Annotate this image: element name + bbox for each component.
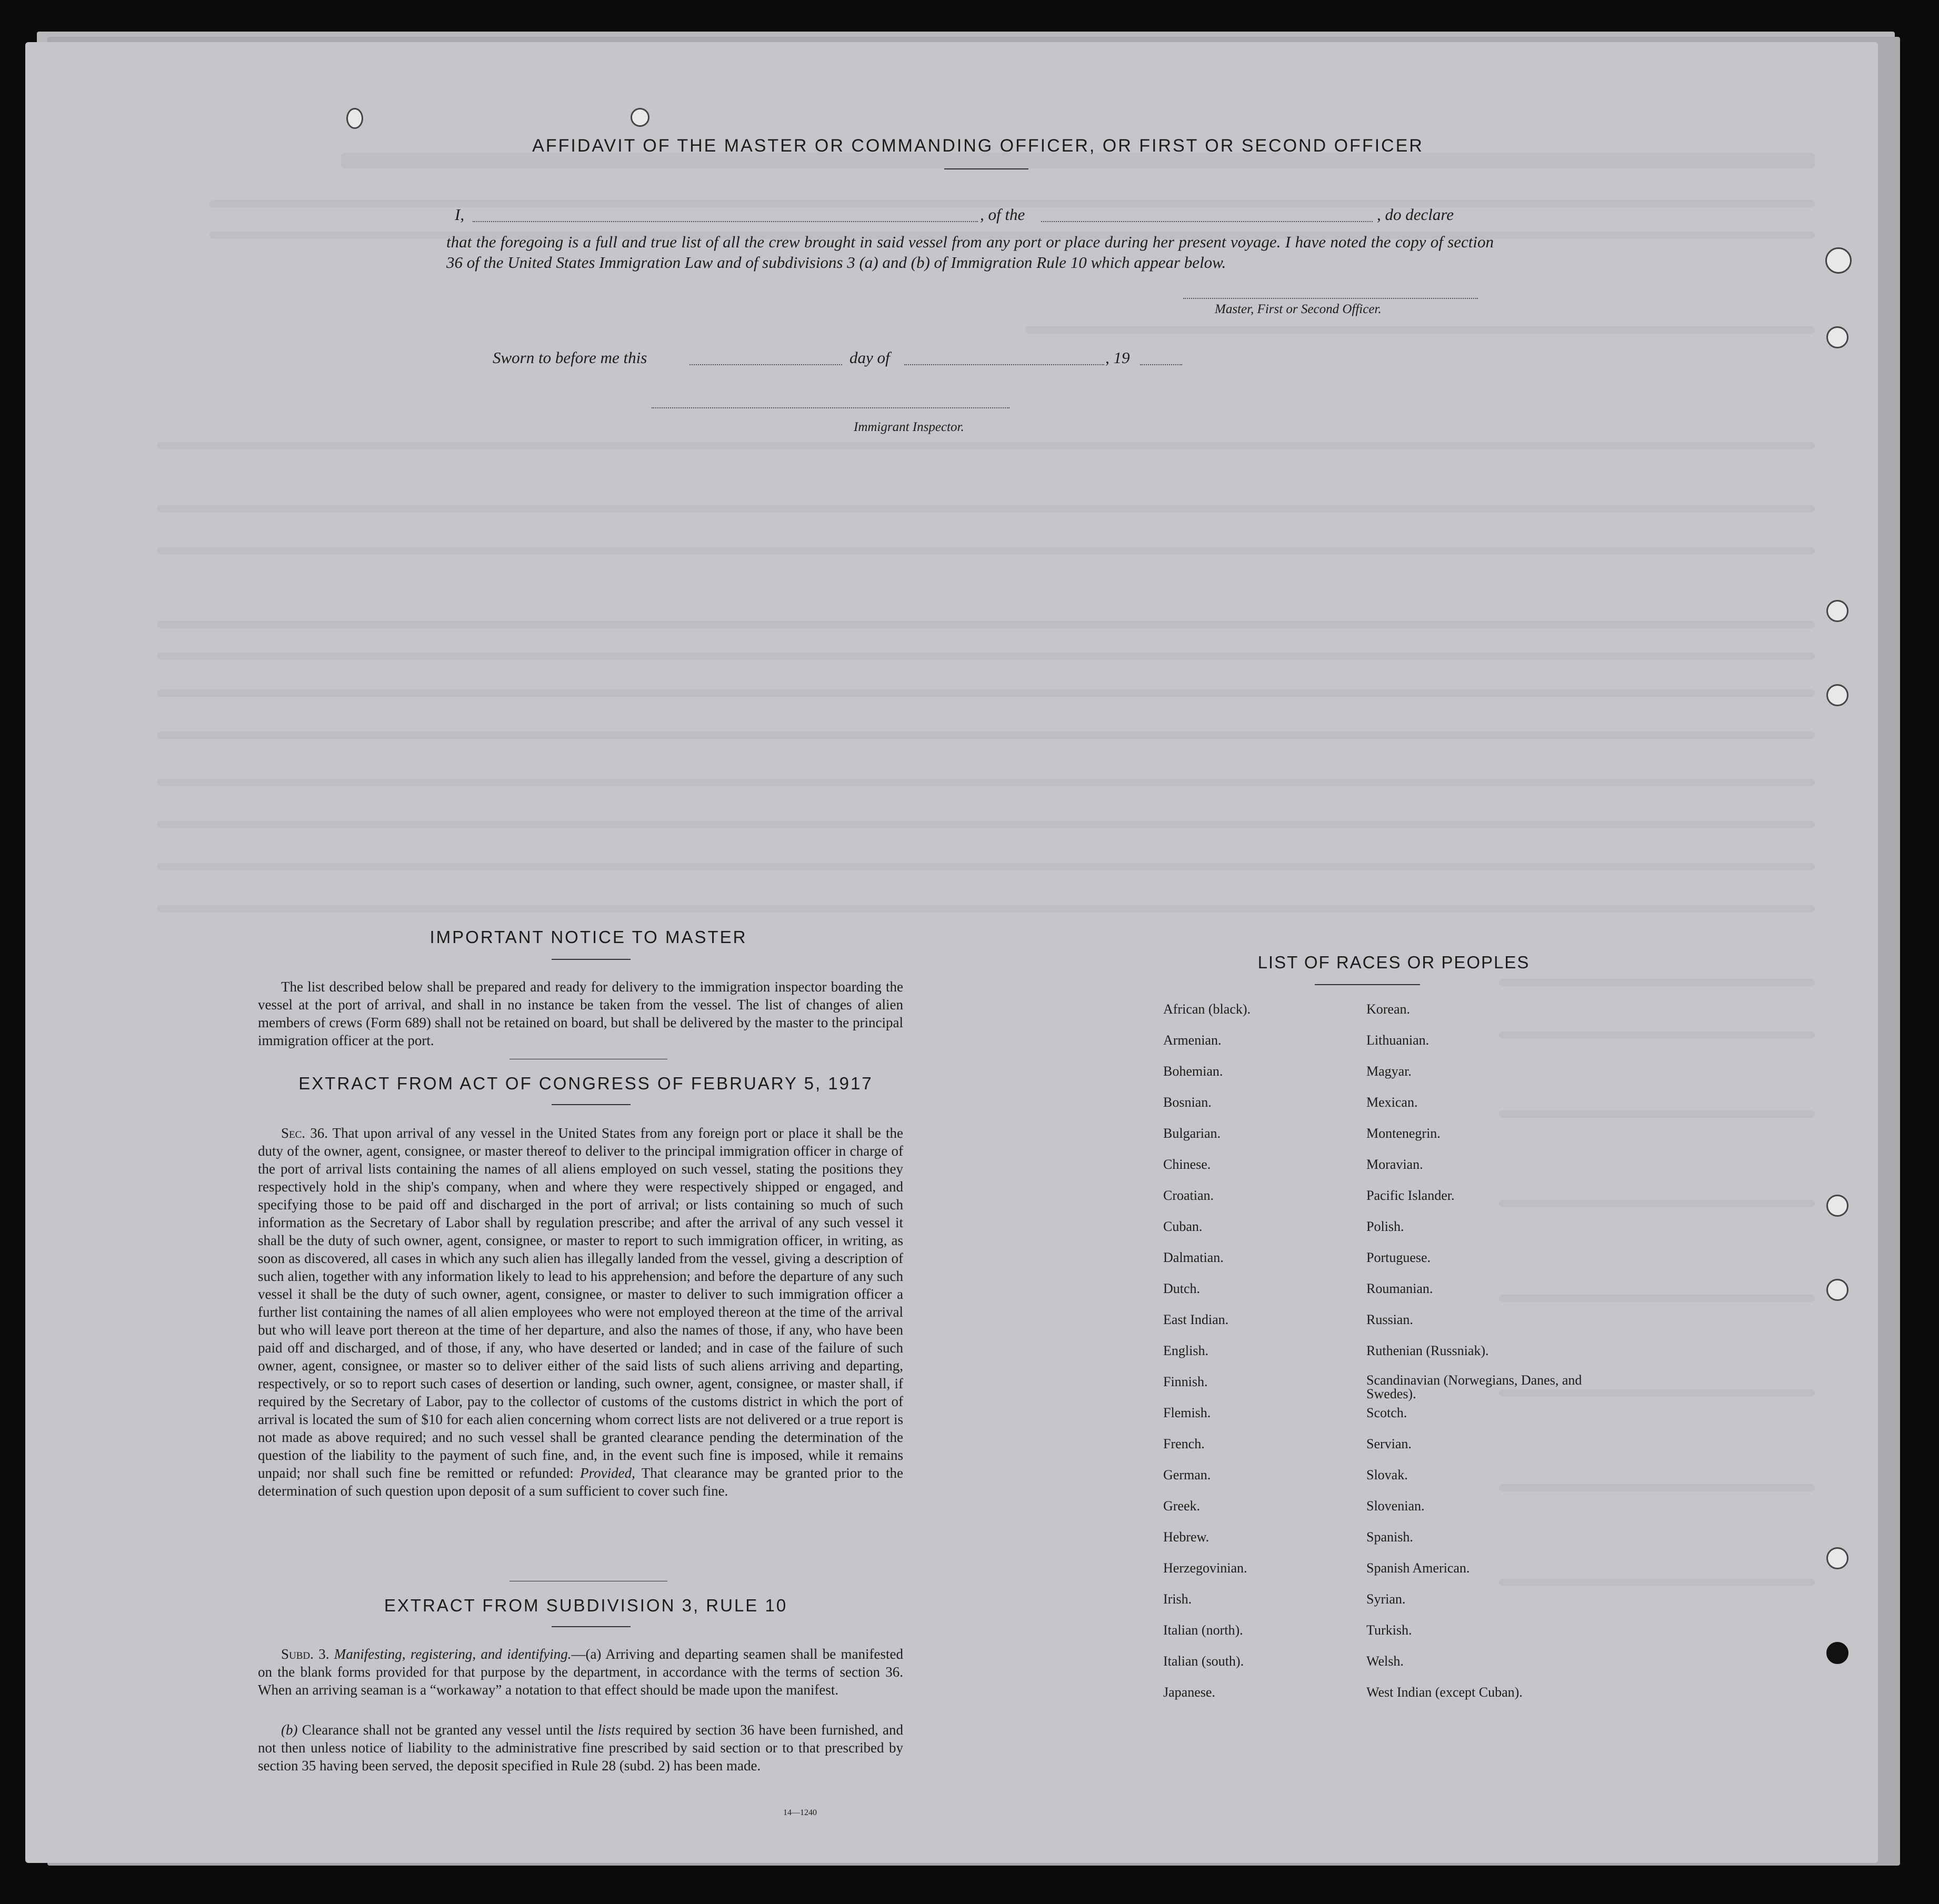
do-declare-label: , do declare [1377,205,1454,224]
race-item: Montenegrin. [1366,1126,1441,1141]
race-item: Welsh. [1366,1654,1404,1669]
binding-hole [631,108,649,127]
race-item: Greek. [1163,1498,1201,1514]
race-item: Slovenian. [1366,1498,1425,1514]
race-item: Croatian. [1163,1188,1214,1203]
race-item: Syrian. [1366,1591,1406,1607]
race-item: Portuguese. [1366,1250,1431,1265]
notice-text: The list described below shall be prepared and ready for delivery to the immigration inspector boarding the vessel at the port of arrival, and shall in no instance be taken from the vessel. The list of changes of alien members of crews (Form 689) shall not be retained on board, but shall be delivered by the master to the principal immigration officer at the port. [258,979,903,1048]
race-item: German. [1163,1467,1211,1482]
race-item: Korean. [1366,1001,1411,1017]
subd-label: Subd. 3. [281,1646,329,1662]
officer-signature-line[interactable] [1183,298,1478,299]
manifest-page [25,42,1878,1863]
b-label: (b) [281,1722,298,1738]
sworn-month-line[interactable] [904,364,1104,365]
subd-3-b-text [258,1721,903,1775]
race-item: Chinese. [1163,1157,1211,1172]
races-title: LIST OF RACES OR PEOPLES [1257,953,1530,972]
race-item: Russian. [1366,1312,1413,1327]
year-label: , 19 [1105,348,1130,367]
race-item: Slovak. [1366,1467,1408,1482]
declarant-label: I, [455,205,465,224]
binding-hole [1826,684,1848,706]
race-item: Bohemian. [1163,1064,1223,1079]
races-right-column [1366,1001,1587,1715]
race-item: Bosnian. [1163,1095,1212,1110]
subd-heading: Manifesting, registering, and identifying. [334,1646,572,1662]
race-item: Servian. [1366,1436,1412,1451]
race-item: Japanese. [1163,1685,1215,1700]
binding-hole [1826,1642,1848,1664]
race-item: Irish. [1163,1591,1192,1607]
sec-label: Sec. 36. [281,1125,328,1141]
inspector-caption: Immigrant Inspector. [854,420,964,434]
declaration-text: that the foregoing is a full and true list of all the crew brought in said vessel from any port or place during her present voyage. I have noted the copy of section 36 of the United States Immigration Law and of subdivisions 3 (a) and (b) of Immigration Rule 10 which appear below. [446,233,1494,272]
sworn-day-line[interactable] [689,364,842,365]
inspector-signature-line[interactable] [652,407,1010,408]
race-item: Turkish. [1366,1622,1412,1638]
section-36-text [258,1124,903,1500]
race-item: Hebrew. [1163,1529,1210,1545]
race-item: Polish. [1366,1219,1404,1234]
extract-rule-title: EXTRACT FROM SUBDIVISION 3, RULE 10 [384,1596,788,1615]
binding-hole [1825,247,1852,274]
binding-hole [1826,1279,1848,1301]
b-lists: lists [597,1722,621,1738]
day-of-label: day of [849,348,890,367]
race-item: Magyar. [1366,1064,1412,1079]
divider [552,1626,631,1627]
race-item: Italian (north). [1163,1622,1243,1638]
race-item: Bulgarian. [1163,1126,1221,1141]
races-left-column [1163,1001,1353,1715]
officer-signature-caption: Master, First or Second Officer. [1215,302,1382,316]
form-number: 14—1240 [783,1808,817,1817]
declarant-name-line[interactable] [473,221,978,222]
race-item: West Indian (except Cuban). [1366,1685,1523,1700]
race-item: African (black). [1163,1001,1251,1017]
race-item: Pacific Islander. [1366,1188,1455,1203]
extract-act-title: EXTRACT FROM ACT OF CONGRESS OF FEBRUARY 5, 1917 [298,1074,873,1093]
binding-hole [1826,600,1848,622]
divider [552,959,631,960]
race-item: English. [1163,1343,1208,1358]
race-item: Lithuanian. [1366,1033,1430,1048]
race-item: Spanish American. [1366,1560,1470,1576]
divider [944,168,1028,169]
race-item: Scandinavian (Norwegians, Danes, and Swedes). [1366,1372,1582,1401]
race-item: Finnish. [1163,1374,1208,1389]
sworn-label: Sworn to before me this [493,348,647,367]
binding-hole [1826,1547,1848,1569]
race-item: Ruthenian (Russniak). [1366,1343,1489,1358]
race-item: Herzegovinian. [1163,1560,1247,1576]
race-item: Dalmatian. [1163,1250,1224,1265]
vessel-name-line[interactable] [1041,221,1373,222]
race-item: Moravian. [1366,1157,1423,1172]
subd-a-body: —(a) Arriving and departing seamen shall be manifested on the blank forms provided for that purpose by the department, in accordance with the terms of section 36. When an arriving seaman is a “workaway” a notation to that effect should be made upon the manifest. [258,1646,903,1698]
race-item: Dutch. [1163,1281,1201,1296]
binding-hole [1826,1195,1848,1217]
divider [1315,984,1420,985]
b-text-2: required by section 36 have been furnished, and not then unless notice of liability to the administrative fine prescribed by said section or to that prescribed by section 35 having been served, the deposit specified in Rule 28 (subd. 2) has been made. [258,1722,904,1773]
subd-3-a-text [258,1645,903,1699]
provided-text: That clearance may be granted prior to the determination of such question upon deposit of a sum sufficient to cover such fine. [258,1465,904,1499]
sec-body: That upon arrival of any vessel in the United States from any foreign port or place it shall be the duty of the owner, agent, consignee, or master thereof to deliver to the principal immigration officer in charge of the port of arrival lists containing the names of all aliens employed on such vessel, stating the positions they respectively hold in the ship's company, when and where they were respectively shipped or engaged, and specifying those to be paid off and discharged in the port of arrival; or lists containing so much of such information as the Secretary of Labor shall by regulation prescribe; and after the arrival of any such vessel it shall be the duty of such owner, agent, consignee, or master to report to such immigration officer, in writing, as soon as discovered, all cases in which any such alien has illegally landed from the vessel, giving a description of such alien, together with any information likely to lead to his apprehension; and before the departure of any such vessel it shall be the duty of such owner, agent, consignee, or master to deliver to such immigration officer a further list containing the names of all alien employees who were not employed thereon at the time of the arrival but who will leave port thereon at the time of her departure, and also the names of those, if any, who have been paid off and discharged, and of those, if any, who have deserted or landed; and in case of the failure of such owner, agent, consignee, or master so to deliver either of the said lists of such aliens arriving and departing, respectively, or so to report such cases of desertion or landing, such owner, agent, consignee, or master shall, if required by the Secretary of Labor, pay to the collector of customs of the customs district in which the port of arrival is located the sum of $10 for each alien concerning whom correct lists are not delivered or a true report is not made as above required; and no such vessel shall be granted clearance pending the determination of the question of the liability to the payment of such fine, and, in the event such fine is imposed, while it remains unpaid; nor shall such fine be remitted or refunded: [258,1125,904,1481]
race-item: Roumanian. [1366,1281,1433,1296]
binding-hole [1826,326,1848,348]
provided-label: Provided, [580,1465,635,1481]
race-item: East Indian. [1163,1312,1229,1327]
sworn-year-line[interactable] [1140,364,1182,365]
binding-hole [346,108,363,129]
race-item: Armenian. [1163,1033,1222,1048]
race-item: Flemish. [1163,1405,1211,1420]
race-item: Spanish. [1366,1529,1413,1545]
race-item: Scotch. [1366,1405,1407,1420]
race-item: Italian (south). [1163,1654,1244,1669]
race-item: French. [1163,1436,1205,1451]
affidavit-title: AFFIDAVIT OF THE MASTER OR COMMANDING OFFICER, OR FIRST OR SECOND OFFICER [532,136,1424,156]
divider [552,1104,631,1105]
notice-title: IMPORTANT NOTICE TO MASTER [429,927,747,947]
race-item: Mexican. [1366,1095,1418,1110]
b-text-1: Clearance shall not be granted any vessel until the [302,1722,594,1738]
race-item: Cuban. [1163,1219,1203,1234]
of-the-label: , of the [980,205,1025,224]
